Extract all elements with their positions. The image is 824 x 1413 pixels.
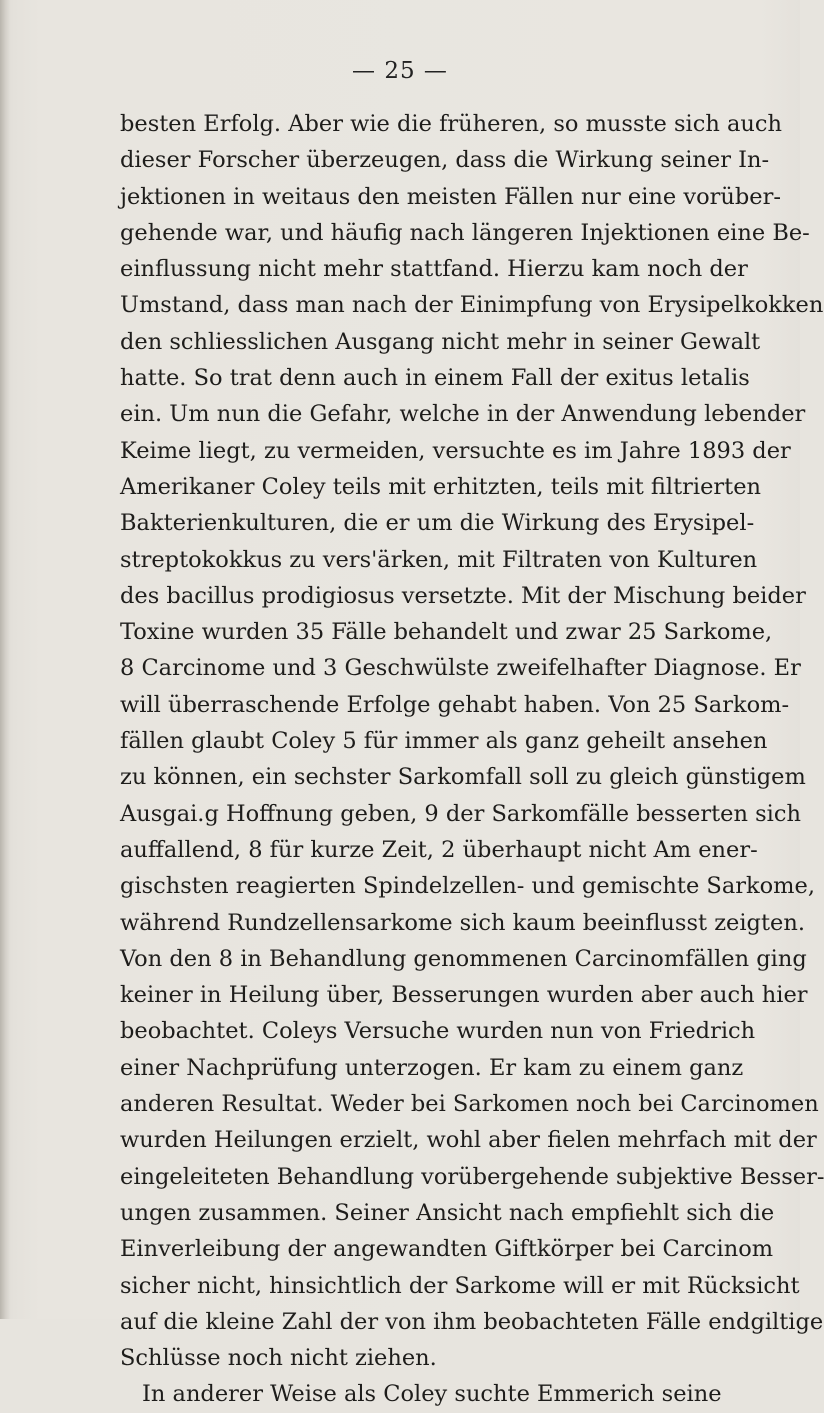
text-line: anderen Resultat. Weder bei Sarkomen noch bei Carcinomen [120, 1091, 819, 1118]
text-line: Ausgai.g Hoffnung geben, 9 der Sarkomfälle besserten sich [120, 800, 801, 827]
text-line: hatte. So trat denn auch in einem Fall der exitus letalis [120, 365, 750, 392]
text-line: Bakterienkulturen, die er um die Wirkung des Erysipel- [120, 510, 755, 537]
text-line: gehende war, und häufig nach längeren Injektionen eine Be- [120, 219, 810, 246]
text-line: sicher nicht, hinsichtlich der Sarkome will er mit Rücksicht [120, 1272, 800, 1299]
text-line: Umstand, dass man nach der Einimpfung von Erysipelkokken [120, 292, 824, 319]
text-line: 8 Carcinome und 3 Geschwülste zweifelhafter Diagnose. Er [120, 655, 801, 682]
text-line: will überraschende Erfolge gehabt haben. Von 25 Sarkom- [120, 691, 790, 718]
text-line: Schlüsse noch nicht ziehen. [120, 1345, 437, 1372]
text-line: den schliesslichen Ausgang nicht mehr in seiner Gewalt [120, 328, 761, 355]
binding-shadow [0, 0, 10, 1319]
text-line: Keime liegt, zu vermeiden, versuchte es im Jahre 1893 der [120, 437, 791, 464]
page-number: — 25 — [352, 58, 448, 84]
text-line: keiner in Heilung über, Besserungen wurden aber auch hier [120, 982, 808, 1009]
text-line: ungen zusammen. Seiner Ansicht nach empfiehlt sich die [120, 1199, 775, 1226]
text-line: fällen glaubt Coley 5 für immer als ganz geheilt ansehen [120, 728, 768, 755]
text-line: Amerikaner Coley teils mit erhitzten, teils mit filtrierten [120, 473, 762, 500]
text-line: besten Erfolg. Aber wie die früheren, so musste sich auch [120, 111, 782, 137]
body-text [120, 106, 824, 1413]
text-line: eingeleiteten Behandlung vorübergehende subjektive Besser- [120, 1163, 824, 1190]
text-line: dieser Forscher überzeugen, dass die Wirkung seiner In- [120, 147, 770, 174]
text-line: während Rundzellensarkome sich kaum beeinflusst zeigten. [120, 909, 805, 936]
text-line: einflussung nicht mehr stattfand. Hierzu kam noch der [120, 256, 748, 283]
text-line: einer Nachprüfung unterzogen. Er kam zu einem ganz [120, 1054, 744, 1081]
text-line: beobachtet. Coleys Versuche wurden nun von Friedrich [120, 1018, 756, 1045]
text-line: auf die kleine Zahl der von ihm beobachteten Fälle endgiltige [120, 1308, 824, 1335]
text-line: ein. Um nun die Gefahr, welche in der Anwendung lebender [120, 401, 806, 428]
text-line: zu können, ein sechster Sarkomfall soll zu gleich günstigem [120, 764, 806, 791]
text-line: des bacillus prodigiosus versetzte. Mit der Mischung beider [120, 582, 806, 609]
text-line: jektionen in weitaus den meisten Fällen nur eine vorüber- [120, 183, 781, 210]
text-line: wurden Heilungen erzielt, wohl aber fielen mehrfach mit der [120, 1127, 817, 1154]
text-line: streptokokkus zu vers'ärken, mit Filtraten von Kulturen [120, 546, 758, 573]
text-line: In anderer Weise als Coley suchte Emmerich seine [142, 1381, 722, 1408]
text-line: Von den 8 in Behandlung genommenen Carcinomfällen ging [120, 945, 807, 972]
text-line: Einverleibung der angewandten Giftkörper bei Carcinom [120, 1236, 774, 1263]
text-line: gischsten reagierten Spindelzellen- und gemischte Sarkome, [120, 873, 815, 900]
text-line: auffallend, 8 für kurze Zeit, 2 überhaupt nicht Am ener- [120, 836, 758, 863]
text-line: Toxine wurden 35 Fälle behandelt und zwar 25 Sarkome, [120, 619, 773, 646]
